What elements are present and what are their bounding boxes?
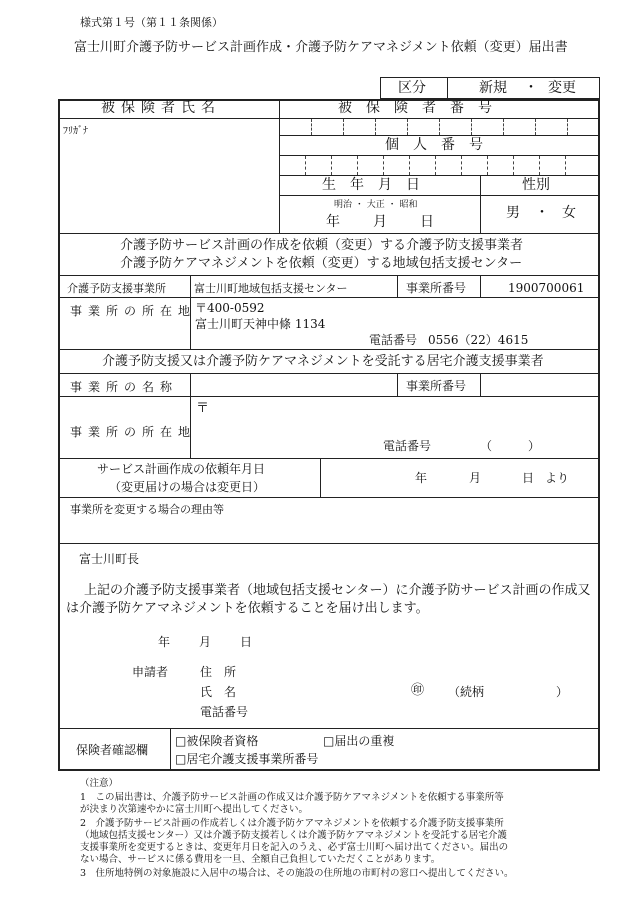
provider-postal: 〒400-0592: [195, 301, 265, 315]
home-care-name-input[interactable]: [191, 374, 396, 396]
reason-input[interactable]: [60, 518, 598, 542]
seal-mark: ㊞: [411, 683, 425, 698]
request-date-month: 月: [469, 471, 482, 485]
home-care-phone-label: 電話番号: [383, 439, 432, 453]
provider-office-no: 1900700061: [508, 281, 585, 295]
provider-phone-label: 電話番号: [369, 333, 418, 347]
kubun-dot: ・: [524, 80, 538, 96]
personal-number-header: 個人番号: [385, 137, 497, 153]
note-1a: 1 この届出書は、介護予防サービス計画の作成又は介護予防ケアマネジメントを依頼する事業所等: [80, 792, 504, 803]
declaration-month: 月: [199, 635, 212, 649]
check-duplicate[interactable]: □届出の重複: [323, 734, 395, 748]
provider-office-no-label: 事業所番号: [406, 281, 467, 295]
form-title: 富士川町介護予防サービス計画作成・介護予防ケアマネジメント依頼（変更）届出書: [74, 40, 568, 55]
era-options[interactable]: 明治 ・ 大正 ・ 昭和: [334, 200, 418, 210]
home-care-address-label: 事業所の所在地: [70, 425, 197, 439]
note-2b: （地域包括支援センター）又は介護予防支援若しくは介護予防ケアマネジメントを受託する居宅介護: [80, 830, 507, 841]
provider-heading-2: 介護予防ケアマネジメントを依頼（変更）する地域包括支援センター: [120, 256, 523, 271]
furigana-label: ﾌﾘｶﾞﾅ: [63, 126, 88, 137]
sex-male[interactable]: 男: [506, 205, 520, 221]
provider-address: 富士川町天神中條 1134: [195, 317, 326, 331]
home-care-phone-input[interactable]: （ ）: [480, 439, 541, 453]
provider-office-label: 介護予防支援事業所: [67, 282, 166, 295]
birthdate-header: 生年月日: [322, 177, 434, 193]
birth-day-label: 日: [420, 214, 434, 230]
sex-female[interactable]: 女: [562, 205, 576, 221]
home-care-office-no-input[interactable]: [481, 374, 599, 396]
kubun-label: 区分: [398, 80, 426, 96]
insured-name-input[interactable]: [60, 140, 279, 232]
insured-number-input[interactable]: [280, 119, 600, 135]
declaration-day: 日: [240, 635, 253, 649]
provider-phone: 0556（22）4615: [428, 333, 529, 347]
check-office-number[interactable]: □居宅介護支援事業所番号: [175, 752, 319, 766]
reason-label: 事業所を変更する場合の理由等: [70, 503, 224, 516]
provider-address-label: 事業所の所在地: [70, 304, 197, 318]
birth-year-label: 年: [326, 214, 340, 230]
declaration-year: 年: [158, 635, 171, 649]
birth-month-label: 月: [373, 214, 387, 230]
declaration-text-1: 上記の介護予防支援事業者（地域包括支援センター）に介護予防サービス計画の作成又: [84, 583, 591, 598]
insurer-check-label: 保険者確認欄: [76, 743, 149, 757]
check-insured-qualification[interactable]: □被保険者資格: [175, 734, 259, 748]
applicant-name-label: 氏 名: [200, 685, 237, 699]
addressee: 富士川町長: [79, 552, 140, 566]
home-care-postal-mark: 〒: [196, 401, 210, 416]
applicant-label: 申請者: [132, 665, 169, 679]
form-number: 様式第１号（第１１条関係）: [80, 16, 223, 29]
declaration-text-2: は介護予防ケアマネジメントを依頼することを届け出します。: [66, 601, 429, 616]
notes-title: （注意）: [80, 778, 119, 789]
request-date-from: より: [545, 471, 570, 485]
applicant-address-label: 住 所: [200, 665, 237, 679]
provider-heading-1: 介護予防サービス計画の作成を依頼（変更）する介護予防支援事業者: [120, 238, 524, 253]
sex-header: 性別: [522, 177, 550, 193]
provider-office-name: 富士川町地域包括支援センター: [194, 282, 348, 295]
kubun-new[interactable]: 新規: [479, 80, 507, 96]
insured-name-header: 被保険者氏名: [101, 100, 221, 116]
relation-field[interactable]: （続柄 ）: [448, 685, 569, 699]
note-2d: ない場合、サービスに係る費用を一旦、全額自己負担していただくことがあります。: [80, 854, 441, 865]
home-care-office-no-label: 事業所番号: [406, 379, 467, 393]
note-1b: が決まり次第速やかに富士川町へ提出してください。: [80, 804, 309, 815]
note-2c: 支援事業所を変更するときは、変更年月日を記入のうえ、必ず富士川町へ届け出てください。届出の: [80, 842, 509, 853]
home-care-address-input[interactable]: [210, 400, 595, 432]
request-date-day: 日: [522, 471, 535, 485]
note-3: 3 住所地特例の対象施設に入居中の場合は、その施設の住所地の市町村の窓口へ提出してください。: [80, 868, 514, 879]
applicant-phone-label: 電話番号: [200, 705, 249, 719]
insured-number-header: 被保険者番号: [338, 100, 506, 116]
home-care-heading: 介護予防支援又は介護予防ケアマネジメントを受託する居宅介護支援事業者: [102, 354, 544, 369]
sex-dot: ・: [535, 205, 549, 221]
request-date-year: 年: [415, 471, 428, 485]
kubun-change[interactable]: 変更: [548, 80, 576, 96]
note-2a: 2 介護予防サービス計画の作成若しくは介護予防ケアマネジメントを依頼する介護予防支援事業所: [80, 818, 504, 829]
request-date-label-2: （変更届けの場合は変更日）: [109, 480, 266, 494]
personal-number-input[interactable]: [280, 156, 600, 175]
home-care-name-label: 事業所の名称: [70, 380, 179, 394]
request-date-label-1: サービス計画作成の依頼年月日: [97, 462, 266, 476]
